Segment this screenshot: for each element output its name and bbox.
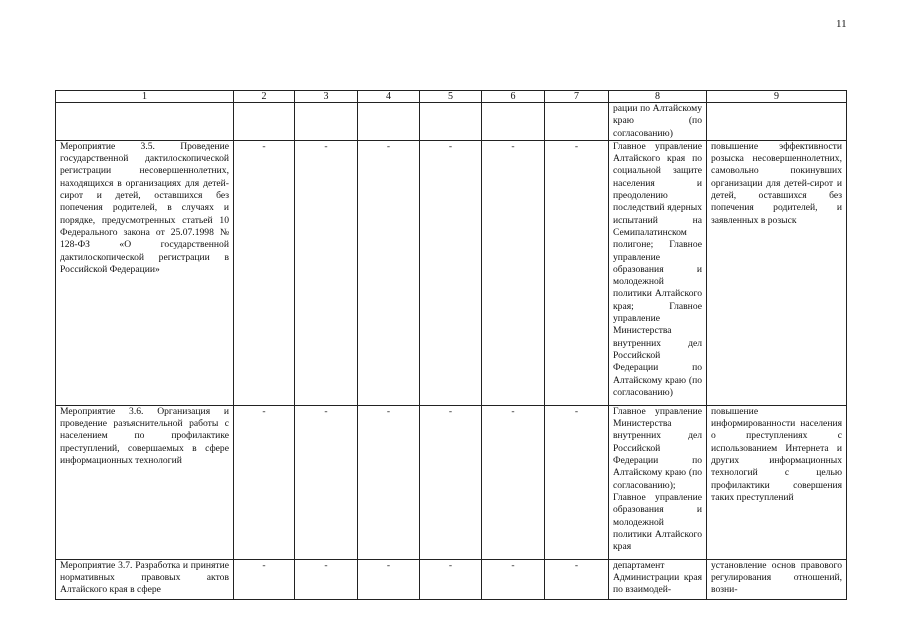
value-cell (420, 103, 482, 141)
value-cell (358, 103, 420, 141)
value-cell (234, 103, 295, 141)
value-cell: - (234, 405, 295, 559)
value-cell: - (234, 140, 295, 405)
value-cell: - (420, 405, 482, 559)
header-cell-4: 4 (358, 91, 420, 103)
value-cell (295, 103, 358, 141)
responsible-cell: департамент Администрации края по взаимодей- (609, 559, 707, 599)
header-cell-9: 9 (707, 91, 847, 103)
value-cell: - (482, 559, 545, 599)
value-cell: - (234, 559, 295, 599)
responsible-cell: Главное управление Алтайского края по социальной защите населения и преодолению последствий ядерных испытаний на Семипалатинском полигоне; Главное управление образования и молодежной политики Алтайского края; Главное управление Министерства внутренних дел Российской Федерации по Алтайскому краю (по согласованию) (609, 140, 707, 405)
value-cell: - (420, 559, 482, 599)
value-cell: - (482, 140, 545, 405)
value-cell: - (295, 405, 358, 559)
value-cell: - (358, 140, 420, 405)
result-cell: повышение эффективности розыска несовершеннолетних, самовольно покинувших организации для детей-сирот и детей, оставшихся без попечения родителей, и заявленных в розыск (707, 140, 847, 405)
measures-table (55, 90, 847, 600)
header-cell-6: 6 (482, 91, 545, 103)
value-cell: - (545, 140, 609, 405)
value-cell: - (482, 405, 545, 559)
measure-cell: Мероприятие 3.7. Разработка и принятие нормативных правовых актов Алтайского края в сфере (56, 559, 234, 599)
table-row (56, 405, 847, 559)
header-cell-3: 3 (295, 91, 358, 103)
value-cell (482, 103, 545, 141)
result-cell (707, 103, 847, 141)
result-cell: повышение информированности населения о преступлениях с использованием Интернета и других информационных технологий с целью профилактики совершения таких преступлений (707, 405, 847, 559)
page-number: 11 (836, 18, 847, 30)
measure-cell (56, 103, 234, 141)
header-cell-8: 8 (609, 91, 707, 103)
header-row (56, 91, 847, 103)
responsible-cell: рации по Алтайскому краю (по согласованию) (609, 103, 707, 141)
value-cell: - (358, 559, 420, 599)
result-cell: установление основ правового регулирования отношений, возни- (707, 559, 847, 599)
value-cell: - (295, 559, 358, 599)
measure-cell: Мероприятие 3.6. Организация и проведение разъяснительной работы с населением по профилактике преступлений, совершаемых в сфере информационных технологий (56, 405, 234, 559)
value-cell (545, 103, 609, 141)
measure-cell: Мероприятие 3.5. Проведение государственной дактилоскопической регистрации несовершеннолетних, находящихся в организациях для детей-сирот и детей, оставшихся без попечения родителей, в случаях и порядке, предусмотренных статьей 10 Федерального закона от 25.07.1998 № 128-ФЗ «О государственной дактилоскопической регистрации в Российской Федерации» (56, 140, 234, 405)
header-cell-5: 5 (420, 91, 482, 103)
responsible-cell: Главное управление Министерства внутренних дел Российской Федерации по Алтайскому краю (по согласованию); Главное управление образования и молодежной политики Алтайского края (609, 405, 707, 559)
value-cell: - (420, 140, 482, 405)
value-cell: - (545, 559, 609, 599)
header-cell-2: 2 (234, 91, 295, 103)
value-cell: - (295, 140, 358, 405)
value-cell: - (545, 405, 609, 559)
value-cell: - (358, 405, 420, 559)
table-row (56, 140, 847, 405)
table-row (56, 103, 847, 141)
header-cell-1: 1 (56, 91, 234, 103)
header-cell-7: 7 (545, 91, 609, 103)
table-row (56, 559, 847, 599)
